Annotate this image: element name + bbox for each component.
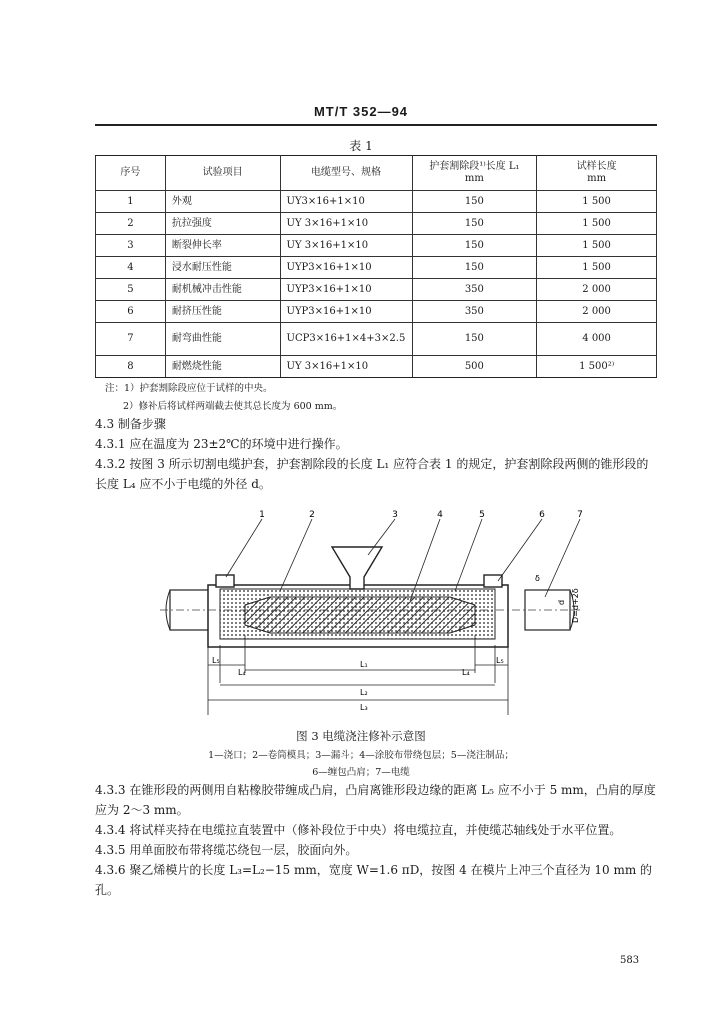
- cell-test-item: 耐弯曲性能: [165, 323, 280, 356]
- col-header-sheath-length-text: 护套割除段¹⁾长度 L₁: [429, 161, 520, 172]
- cell-sample-length: 1 500: [537, 191, 657, 213]
- cell-test-item: 抗拉强度: [165, 213, 280, 235]
- cell-sample-length: 1 500²⁾: [537, 356, 657, 378]
- table-note-1: 注：1）护套割除段应位于试样的中央。: [105, 383, 273, 394]
- cell-index: 4: [96, 257, 166, 279]
- dim-d: d: [557, 599, 566, 605]
- table-row: [96, 323, 657, 356]
- callout-2: 2: [309, 510, 315, 520]
- cell-index: 3: [96, 235, 166, 257]
- cable-repair-figure: [150, 505, 590, 720]
- table-row: [96, 279, 657, 301]
- callout-6: 6: [539, 510, 545, 520]
- figure-legend-1: 1—浇口；2—卷筒模具；3—漏斗；4—涂胶布带绕包层；5—浇注制品；: [208, 750, 514, 761]
- section-number: 4.3.1: [95, 437, 126, 451]
- section-text: 用单面胶布带将缆芯绕包一层，胶面向外。: [129, 843, 358, 857]
- col-header-sample-length-text: 试样长度: [576, 161, 617, 172]
- cell-sample-length: 4 000: [537, 323, 657, 356]
- dim-delta: δ: [535, 574, 540, 583]
- section-4-3: [95, 414, 660, 434]
- section-number: 4.3.4: [95, 823, 126, 837]
- section-number: 4.3.6: [95, 863, 126, 877]
- funnel: [332, 547, 382, 589]
- cell-index: 8: [96, 356, 166, 378]
- callout-7: 7: [577, 510, 583, 520]
- section-text: 将试样夹持在电缆拉直装置中（修补段位于中央）将电缆拉直，并使缆芯轴线处于水平位置。: [129, 823, 622, 837]
- section-4-3-2: [95, 454, 660, 494]
- cell-sheath-length: 350: [412, 301, 537, 323]
- cell-index: 7: [96, 323, 166, 356]
- cell-sample-length: 1 500: [537, 235, 657, 257]
- cell-test-item: 耐机械冲击性能: [165, 279, 280, 301]
- table-row: [96, 235, 657, 257]
- cell-index: 5: [96, 279, 166, 301]
- section-4-3-1: [95, 434, 660, 454]
- section-text: 应在温度为 23±2℃的环境中进行操作。: [129, 437, 348, 451]
- cell-test-item: 外观: [165, 191, 280, 213]
- table-row: [96, 213, 657, 235]
- dim-L3: L₃: [360, 703, 368, 712]
- table-title: 表 1: [349, 139, 373, 153]
- cell-index: 1: [96, 191, 166, 213]
- wrapped-core: [245, 597, 475, 633]
- cell-sample-length: 2 000: [537, 279, 657, 301]
- cell-test-item: 断裂伸长率: [165, 235, 280, 257]
- table-row: [96, 191, 657, 213]
- cell-sheath-length: 150: [412, 323, 537, 356]
- callout-1: 1: [259, 510, 265, 520]
- col-header-sheath-length: [412, 156, 537, 191]
- cell-cable-model: UYP3×16+1×10: [280, 301, 412, 323]
- table-row: [96, 301, 657, 323]
- cell-test-item: 耐挤压性能: [165, 301, 280, 323]
- dim-D: D=d+2δ: [571, 588, 580, 623]
- figure-legend-2: 6—缠包凸肩；7—电缆: [312, 767, 410, 778]
- cell-cable-model: UYP3×16+1×10: [280, 257, 412, 279]
- section-text: 在锥形段的两侧用自粘橡胶带缠成凸肩，凸肩离锥形段边缘的距离 L₅ 应不小于 5 mm，凸肩的厚度应为 2～3 mm。: [95, 783, 656, 817]
- dim-L4-right: L₄: [462, 668, 470, 677]
- cell-sample-length: 1 500: [537, 257, 657, 279]
- table-note-2: 2）修补后将试样两端截去使其总长度为 600 mm。: [123, 401, 343, 412]
- section-4-3-3: [95, 780, 660, 820]
- cell-sheath-length: 150: [412, 191, 537, 213]
- spec-table: [95, 155, 657, 378]
- callout-3: 3: [392, 510, 398, 520]
- dim-L1: L₁: [360, 660, 368, 669]
- section-4-3-5: [95, 840, 660, 860]
- cell-cable-model: UY 3×16+1×10: [280, 213, 412, 235]
- cell-sheath-length: 150: [412, 235, 537, 257]
- page-number: 583: [620, 955, 640, 966]
- header-rule: [95, 124, 657, 126]
- cell-sheath-length: 350: [412, 279, 537, 301]
- section-number: 4.3.5: [95, 843, 126, 857]
- col-header-sample-length-unit: mm: [587, 173, 607, 184]
- dim-L4-left: L₄: [238, 668, 246, 677]
- section-heading: 制备步骤: [117, 417, 166, 431]
- section-number: 4.3: [95, 417, 115, 431]
- cell-sheath-length: 500: [412, 356, 537, 378]
- section-4-3-4: [95, 820, 660, 840]
- table-row: [96, 356, 657, 378]
- figure-caption: 图 3 电缆浇注修补示意图: [296, 729, 426, 743]
- cell-cable-model: UY3×16+1×10: [280, 191, 412, 213]
- col-header-index: 序号: [96, 156, 166, 191]
- col-header-test-item: 试验项目: [165, 156, 280, 191]
- col-header-sheath-length-unit: mm: [464, 173, 484, 184]
- cell-cable-model: UCP3×16+1×4+3×2.5: [280, 323, 412, 356]
- cell-sheath-length: 150: [412, 257, 537, 279]
- section-4-3-6: [95, 860, 660, 900]
- table-row: [96, 257, 657, 279]
- cell-cable-model: UY 3×16+1×10: [280, 356, 412, 378]
- section-number: 4.3.2: [95, 457, 126, 471]
- dim-L5-right: L₅: [496, 656, 504, 665]
- section-number: 4.3.3: [95, 783, 126, 797]
- shoulder-right: [484, 575, 502, 587]
- callout-5: 5: [479, 510, 485, 520]
- col-header-cable-model: 电缆型号、规格: [280, 156, 412, 191]
- cell-test-item: 浸水耐压性能: [165, 257, 280, 279]
- section-text: 按图 3 所示切割电缆护套，护套割除段的长度 L₁ 应符合表 1 的规定，护套割除段两侧的锥形段的长度 L₄ 应不小于电缆的外径 d。: [95, 457, 649, 491]
- page-header: MT/T 352—94: [313, 104, 409, 119]
- cell-cable-model: UY 3×16+1×10: [280, 235, 412, 257]
- dim-L5-left: L₅: [212, 656, 220, 665]
- cell-index: 2: [96, 213, 166, 235]
- cell-sheath-length: 150: [412, 213, 537, 235]
- shoulder-left: [216, 575, 234, 587]
- callout-4: 4: [437, 510, 443, 520]
- cell-sample-length: 1 500: [537, 213, 657, 235]
- col-header-sample-length: [537, 156, 657, 191]
- cell-index: 6: [96, 301, 166, 323]
- dim-L2: L₂: [360, 688, 368, 697]
- cell-test-item: 耐燃烧性能: [165, 356, 280, 378]
- cell-cable-model: UYP3×16+1×10: [280, 279, 412, 301]
- section-text: 聚乙烯模片的长度 L₃=L₂−15 mm，宽度 W=1.6 πD，按图 4 在模片上冲三个直径为 10 mm 的孔。: [95, 863, 653, 897]
- cell-sample-length: 2 000: [537, 301, 657, 323]
